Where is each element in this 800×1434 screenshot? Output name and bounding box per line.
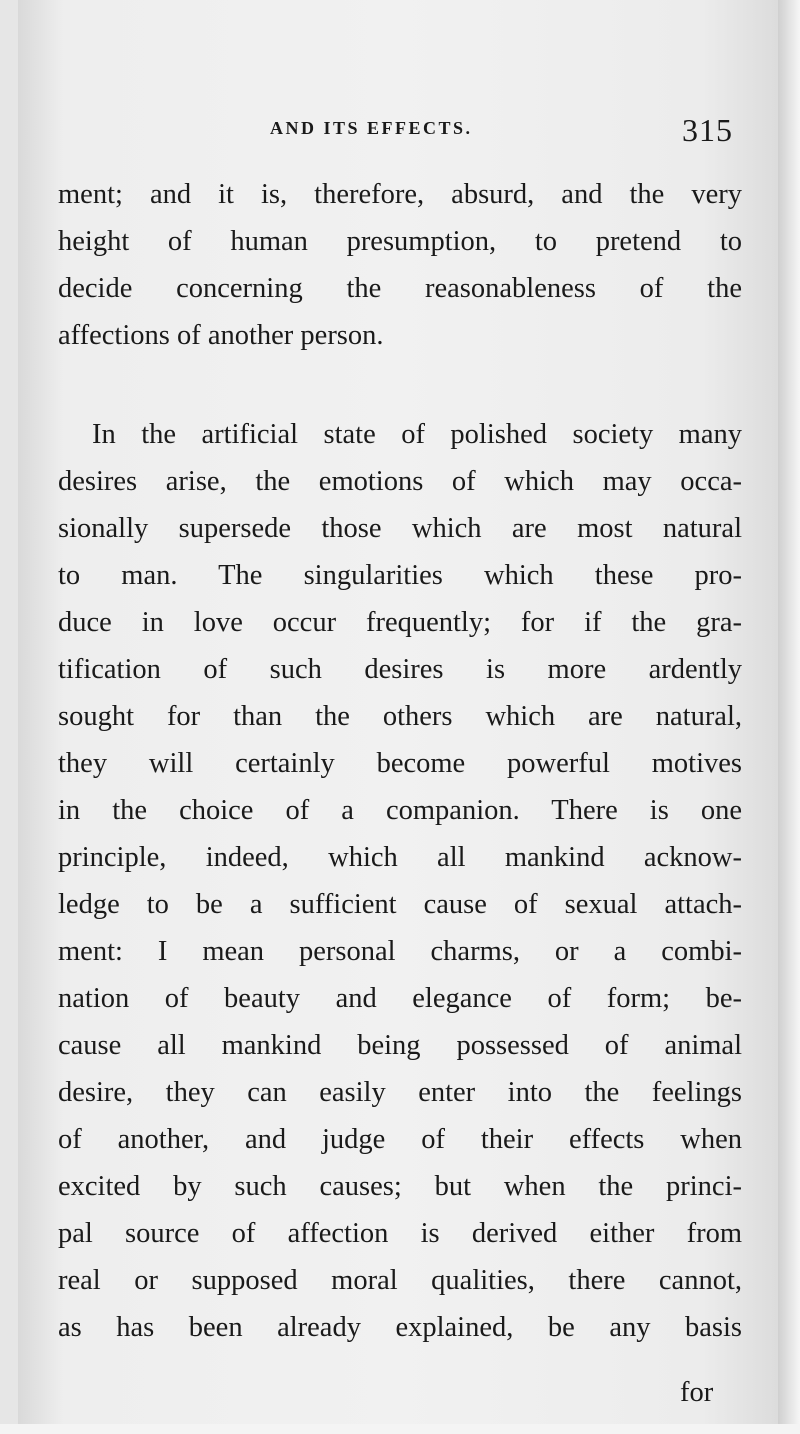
text-line: desire, they can easily enter into the feelings [58, 1077, 742, 1108]
text-line: sionally supersede those which are most natural [58, 513, 742, 544]
text-line: pal source of affection is derived either from [58, 1218, 742, 1249]
page-bottom-margin [0, 1424, 800, 1434]
catchword: for [680, 1377, 714, 1408]
text-line: decide concerning the reasonableness of the [58, 273, 742, 304]
text-line: desires arise, the emotions of which may occa- [58, 466, 742, 497]
text-line: principle, indeed, which all mankind acknow- [58, 842, 742, 873]
text-line: in the choice of a companion. There is one [58, 795, 742, 826]
text-line: nation of beauty and elegance of form; be- [58, 983, 742, 1014]
text-line: height of human presumption, to pretend to [58, 226, 742, 257]
text-line: sought for than the others which are natural, [58, 701, 742, 732]
text-line: affections of another person. [58, 320, 384, 351]
text-line: tification of such desires is more ardently [58, 654, 742, 685]
page-number: 315 [682, 112, 733, 148]
text-line: ledge to be a sufficient cause of sexual attach- [58, 889, 742, 920]
text-line: excited by such causes; but when the princi- [58, 1171, 742, 1202]
text-line: In the artificial state of polished society many [92, 419, 742, 450]
running-title: AND ITS EFFECTS. [270, 118, 473, 138]
text-line: ment; and it is, therefore, absurd, and the very [58, 179, 742, 210]
page-edge-shadow [778, 0, 800, 1434]
text-line: ment: I mean personal charms, or a combi- [58, 936, 742, 967]
text-line: to man. The singularities which these pro- [58, 560, 742, 591]
text-line: of another, and judge of their effects when [58, 1124, 742, 1155]
text-line: they will certainly become powerful motives [58, 748, 742, 779]
text-line: real or supposed moral qualities, there cannot, [58, 1265, 742, 1296]
text-line: duce in love occur frequently; for if the gra- [58, 607, 742, 638]
text-line: cause all mankind being possessed of animal [58, 1030, 742, 1061]
text-line: as has been already explained, be any basis [58, 1312, 742, 1343]
